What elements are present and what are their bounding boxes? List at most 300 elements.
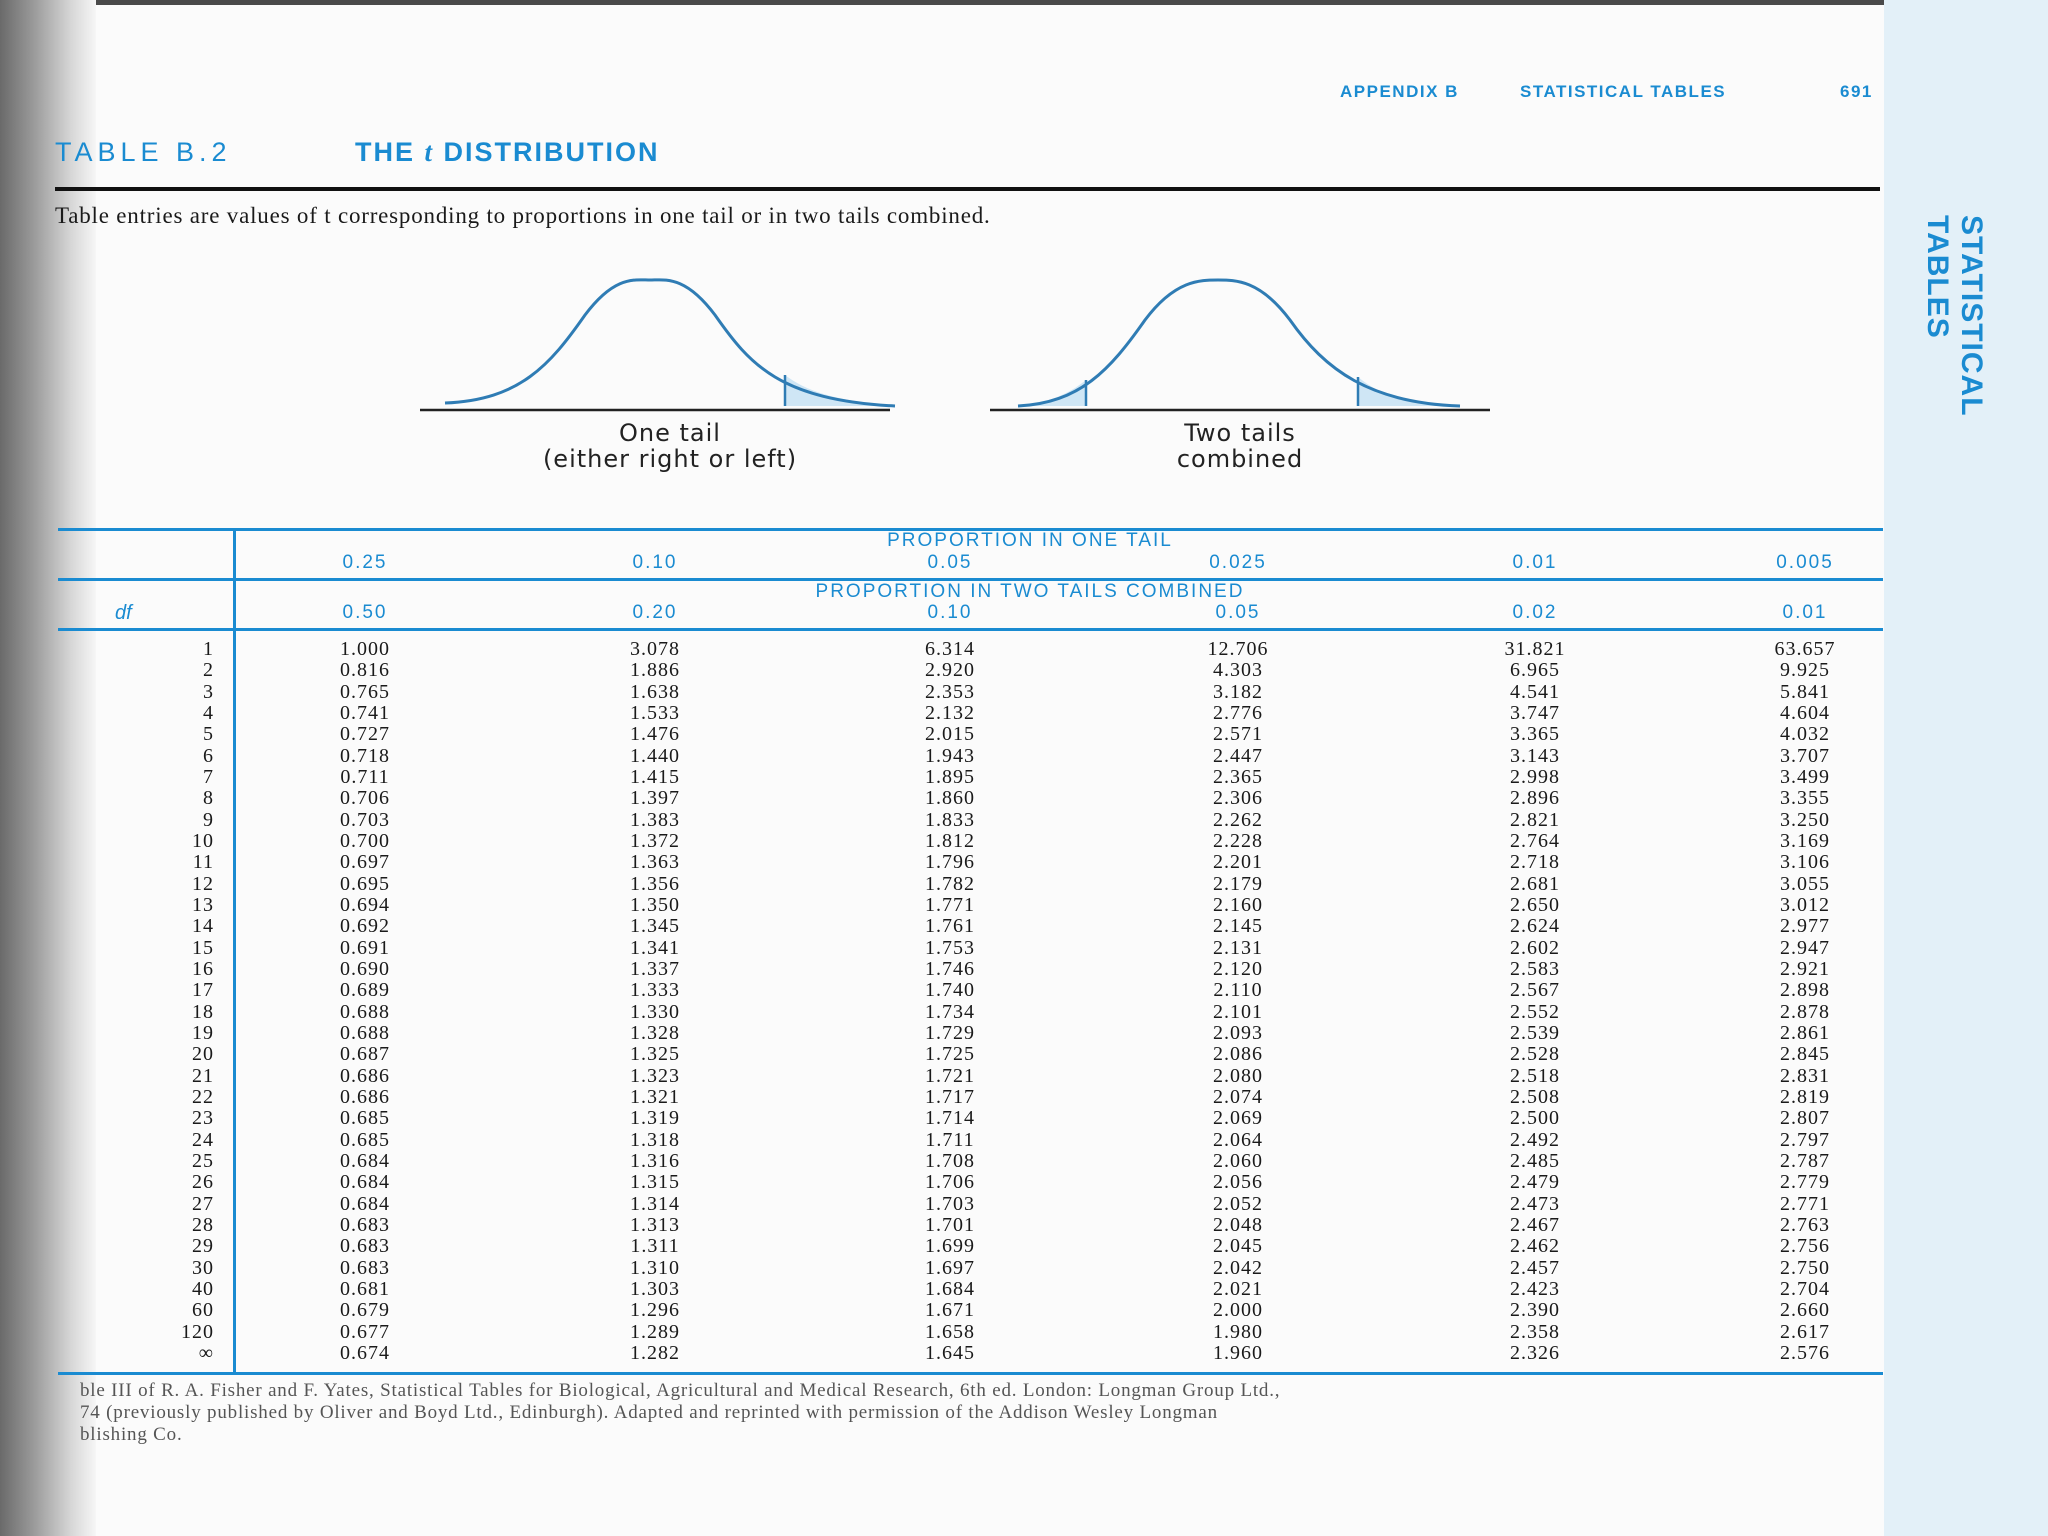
critical-value-cell: 1.645 bbox=[925, 1341, 975, 1364]
critical-value-cell: 2.086 bbox=[1213, 1043, 1263, 1066]
critical-value-cell: 1.746 bbox=[925, 957, 975, 980]
critical-value-cell: 0.677 bbox=[340, 1320, 390, 1343]
table-row bbox=[58, 1343, 1883, 1364]
critical-value-cell: 3.747 bbox=[1510, 701, 1560, 724]
table-row bbox=[58, 916, 1883, 937]
critical-value-cell: 3.169 bbox=[1780, 829, 1830, 852]
critical-value-cell: 2.552 bbox=[1510, 1000, 1560, 1023]
table-row bbox=[58, 1300, 1883, 1321]
running-head-appendix: APPENDIX B bbox=[1340, 82, 1459, 101]
critical-value-cell: 1.717 bbox=[925, 1085, 975, 1108]
critical-value-cell: 1.363 bbox=[630, 851, 680, 874]
df-cell: 14 bbox=[192, 915, 214, 938]
critical-value-cell: 2.787 bbox=[1780, 1149, 1830, 1172]
critical-value-cell: 2.776 bbox=[1213, 701, 1263, 724]
critical-value-cell: 1.350 bbox=[630, 893, 680, 916]
table-row bbox=[58, 959, 1883, 980]
source-footnote bbox=[80, 1380, 1800, 1446]
critical-value-cell: 2.779 bbox=[1780, 1171, 1830, 1194]
one-tail-proportion: 0.05 bbox=[927, 552, 973, 573]
df-cell: 20 bbox=[192, 1043, 214, 1066]
table-row bbox=[58, 1236, 1883, 1257]
critical-value-cell: 2.797 bbox=[1780, 1128, 1830, 1151]
critical-value-cell: 2.467 bbox=[1510, 1213, 1560, 1236]
critical-value-cell: 1.684 bbox=[925, 1277, 975, 1300]
table-row bbox=[58, 1002, 1883, 1023]
critical-value-cell: 1.316 bbox=[630, 1149, 680, 1172]
critical-value-cell: 0.692 bbox=[340, 915, 390, 938]
critical-value-cell: 2.457 bbox=[1510, 1256, 1560, 1279]
critical-value-cell: 1.782 bbox=[925, 872, 975, 895]
critical-value-cell: 0.688 bbox=[340, 1000, 390, 1023]
critical-value-cell: 2.160 bbox=[1213, 893, 1263, 916]
table-row bbox=[58, 1108, 1883, 1129]
critical-value-cell: 0.711 bbox=[340, 765, 390, 788]
critical-value-cell: 2.101 bbox=[1213, 1000, 1263, 1023]
critical-value-cell: 2.617 bbox=[1780, 1320, 1830, 1343]
critical-value-cell: 1.397 bbox=[630, 787, 680, 810]
two-tails-caption: Two tails combined bbox=[1176, 419, 1304, 473]
critical-value-cell: 1.314 bbox=[630, 1192, 680, 1215]
df-cell: 12 bbox=[192, 872, 214, 895]
one-tail-proportion: 0.25 bbox=[342, 552, 388, 573]
critical-value-cell: 2.718 bbox=[1510, 851, 1560, 874]
df-cell: 13 bbox=[192, 893, 214, 916]
table-row bbox=[58, 1258, 1883, 1279]
side-tab-label: STATISTICAL TABLES bbox=[1921, 215, 1988, 416]
critical-value-cell: 2.831 bbox=[1780, 1064, 1830, 1087]
critical-value-cell: 2.492 bbox=[1510, 1128, 1560, 1151]
critical-value-cell: 2.000 bbox=[1213, 1299, 1263, 1322]
df-header: df bbox=[115, 602, 132, 624]
critical-value-cell: 2.179 bbox=[1213, 872, 1263, 895]
critical-value-cell: 1.337 bbox=[630, 957, 680, 980]
two-tail-proportion: 0.20 bbox=[632, 602, 678, 623]
df-cell: 120 bbox=[181, 1320, 214, 1343]
critical-value-cell: 2.021 bbox=[1213, 1277, 1263, 1300]
critical-value-cell: 1.315 bbox=[630, 1171, 680, 1194]
critical-value-cell: 2.074 bbox=[1213, 1085, 1263, 1108]
critical-value-cell: 1.345 bbox=[630, 915, 680, 938]
critical-value-cell: 1.415 bbox=[630, 765, 680, 788]
one-tail-caption: One tail (either right or left) bbox=[542, 419, 798, 473]
table-intro: Table entries are values of t corresponding to proportions in one tail or in two tails combined. bbox=[55, 203, 991, 228]
table-row bbox=[58, 831, 1883, 852]
table-row bbox=[58, 767, 1883, 788]
critical-value-cell: 1.833 bbox=[925, 808, 975, 831]
critical-value-cell: 2.771 bbox=[1780, 1192, 1830, 1215]
critical-value-cell: 1.721 bbox=[925, 1064, 975, 1087]
critical-value-cell: 1.699 bbox=[925, 1235, 975, 1258]
critical-value-cell: 1.282 bbox=[630, 1341, 680, 1364]
critical-value-cell: 2.390 bbox=[1510, 1299, 1560, 1322]
critical-value-cell: 0.674 bbox=[340, 1341, 390, 1364]
top-edge bbox=[0, 0, 2048, 5]
df-cell: 30 bbox=[192, 1256, 214, 1279]
critical-value-cell: 2.660 bbox=[1780, 1299, 1830, 1322]
critical-value-cell: 0.697 bbox=[340, 851, 390, 874]
critical-value-cell: 2.093 bbox=[1213, 1021, 1263, 1044]
df-cell: 40 bbox=[192, 1277, 214, 1300]
critical-value-cell: 1.440 bbox=[630, 744, 680, 767]
tail-diagrams bbox=[410, 255, 1510, 425]
header-bottom-rule bbox=[58, 628, 1883, 631]
critical-value-cell: 2.750 bbox=[1780, 1256, 1830, 1279]
critical-value-cell: 0.765 bbox=[340, 680, 390, 703]
t-table-body bbox=[58, 639, 1883, 1364]
table-row bbox=[58, 980, 1883, 1001]
critical-value-cell: 2.807 bbox=[1780, 1107, 1830, 1130]
title-rule bbox=[55, 187, 1880, 191]
table-row bbox=[58, 1151, 1883, 1172]
critical-value-cell: 0.684 bbox=[340, 1171, 390, 1194]
df-cell: 6 bbox=[203, 744, 214, 767]
df-cell: 11 bbox=[192, 851, 214, 874]
critical-value-cell: 2.508 bbox=[1510, 1085, 1560, 1108]
df-cell: 5 bbox=[203, 723, 214, 746]
running-head bbox=[1340, 82, 1880, 108]
critical-value-cell: 1.714 bbox=[925, 1107, 975, 1130]
critical-value-cell: 12.706 bbox=[1207, 638, 1269, 660]
critical-value-cell: 0.700 bbox=[340, 829, 390, 852]
critical-value-cell: 0.690 bbox=[340, 957, 390, 980]
critical-value-cell: 2.131 bbox=[1213, 936, 1263, 959]
critical-value-cell: 0.681 bbox=[340, 1277, 390, 1300]
critical-value-cell: 1.761 bbox=[925, 915, 975, 938]
critical-value-cell: 1.311 bbox=[630, 1235, 680, 1258]
df-cell: 24 bbox=[192, 1128, 214, 1151]
critical-value-cell: 2.576 bbox=[1780, 1341, 1830, 1364]
df-cell: 3 bbox=[203, 680, 214, 703]
critical-value-cell: 3.143 bbox=[1510, 744, 1560, 767]
critical-value-cell: 2.998 bbox=[1510, 765, 1560, 788]
critical-value-cell: 2.326 bbox=[1510, 1341, 1560, 1364]
critical-value-cell: 2.145 bbox=[1213, 915, 1263, 938]
table-row bbox=[58, 1023, 1883, 1044]
critical-value-cell: 1.313 bbox=[630, 1213, 680, 1236]
table-row bbox=[58, 895, 1883, 916]
critical-value-cell: 2.845 bbox=[1780, 1043, 1830, 1066]
critical-value-cell: 1.658 bbox=[925, 1320, 975, 1343]
critical-value-cell: 1.318 bbox=[630, 1128, 680, 1151]
critical-value-cell: 1.325 bbox=[630, 1043, 680, 1066]
critical-value-cell: 2.571 bbox=[1213, 723, 1263, 746]
critical-value-cell: 0.741 bbox=[340, 701, 390, 724]
critical-value-cell: 2.821 bbox=[1510, 808, 1560, 831]
table-row bbox=[58, 874, 1883, 895]
table-row bbox=[58, 852, 1883, 873]
critical-value-cell: 1.319 bbox=[630, 1107, 680, 1130]
footnote-line: blishing Co. bbox=[80, 1424, 183, 1445]
critical-value-cell: 2.201 bbox=[1213, 851, 1263, 874]
critical-value-cell: 2.069 bbox=[1213, 1107, 1263, 1130]
critical-value-cell: 1.706 bbox=[925, 1171, 975, 1194]
table-row bbox=[58, 1044, 1883, 1065]
critical-value-cell: 0.687 bbox=[340, 1043, 390, 1066]
critical-value-cell: 3.707 bbox=[1780, 744, 1830, 767]
critical-value-cell: 1.328 bbox=[630, 1021, 680, 1044]
critical-value-cell: 4.032 bbox=[1780, 723, 1830, 746]
page-number: 691 bbox=[1840, 82, 1873, 101]
critical-value-cell: 1.703 bbox=[925, 1192, 975, 1215]
critical-value-cell: 1.356 bbox=[630, 872, 680, 895]
critical-value-cell: 2.500 bbox=[1510, 1107, 1560, 1130]
critical-value-cell: 1.895 bbox=[925, 765, 975, 788]
critical-value-cell: 3.365 bbox=[1510, 723, 1560, 746]
critical-value-cell: 2.756 bbox=[1780, 1235, 1830, 1258]
critical-value-cell: 2.423 bbox=[1510, 1277, 1560, 1300]
critical-value-cell: 1.734 bbox=[925, 1000, 975, 1023]
table-row bbox=[58, 1066, 1883, 1087]
df-cell: 10 bbox=[192, 829, 214, 852]
critical-value-cell: 0.689 bbox=[340, 979, 390, 1002]
critical-value-cell: 0.816 bbox=[340, 659, 390, 682]
footnote-line: 74 (previously published by Oliver and Boyd Ltd., Edinburgh). Adapted and reprinted with permission of the Addison Wesley Longman bbox=[80, 1402, 1218, 1423]
critical-value-cell: 3.012 bbox=[1780, 893, 1830, 916]
critical-value-cell: 0.694 bbox=[340, 893, 390, 916]
critical-value-cell: 3.055 bbox=[1780, 872, 1830, 895]
critical-value-cell: 1.886 bbox=[630, 659, 680, 682]
critical-value-cell: 2.015 bbox=[925, 723, 975, 746]
table-row bbox=[58, 1130, 1883, 1151]
critical-value-cell: 1.771 bbox=[925, 893, 975, 916]
table-row bbox=[58, 810, 1883, 831]
table-row bbox=[58, 724, 1883, 745]
critical-value-cell: 0.683 bbox=[340, 1235, 390, 1258]
df-cell: 2 bbox=[203, 659, 214, 682]
critical-value-cell: 2.064 bbox=[1213, 1128, 1263, 1151]
table-title bbox=[55, 137, 955, 173]
df-cell: 60 bbox=[192, 1299, 214, 1322]
critical-value-cell: 2.764 bbox=[1510, 829, 1560, 852]
df-cell: 19 bbox=[192, 1021, 214, 1044]
critical-value-cell: 1.321 bbox=[630, 1085, 680, 1108]
critical-value-cell: 2.878 bbox=[1780, 1000, 1830, 1023]
df-cell: 25 bbox=[192, 1149, 214, 1172]
critical-value-cell: 2.896 bbox=[1510, 787, 1560, 810]
table-row bbox=[58, 1215, 1883, 1236]
table-row bbox=[58, 1322, 1883, 1343]
critical-value-cell: 1.303 bbox=[630, 1277, 680, 1300]
critical-value-cell: 1.860 bbox=[925, 787, 975, 810]
critical-value-cell: 0.695 bbox=[340, 872, 390, 895]
table-row bbox=[58, 682, 1883, 703]
critical-value-cell: 1.980 bbox=[1213, 1320, 1263, 1343]
critical-value-cell: 2.080 bbox=[1213, 1064, 1263, 1087]
table-row bbox=[58, 703, 1883, 724]
two-tail-proportion: 0.01 bbox=[1782, 602, 1828, 623]
df-cell: 7 bbox=[203, 765, 214, 788]
df-cell: 26 bbox=[192, 1171, 214, 1194]
critical-value-cell: 1.323 bbox=[630, 1064, 680, 1087]
one-tail-header: PROPORTION IN ONE TAIL bbox=[887, 530, 1173, 551]
critical-value-cell: 4.541 bbox=[1510, 680, 1560, 703]
table-number: TABLE B.2 bbox=[55, 137, 232, 167]
critical-value-cell: 0.688 bbox=[340, 1021, 390, 1044]
two-tails-header: PROPORTION IN TWO TAILS COMBINED bbox=[815, 581, 1245, 602]
critical-value-cell: 2.539 bbox=[1510, 1021, 1560, 1044]
critical-value-cell: 3.182 bbox=[1213, 680, 1263, 703]
critical-value-cell: 2.650 bbox=[1510, 893, 1560, 916]
critical-value-cell: 1.289 bbox=[630, 1320, 680, 1343]
df-cell: 17 bbox=[192, 979, 214, 1002]
critical-value-cell: 2.567 bbox=[1510, 979, 1560, 1002]
critical-value-cell: 1.812 bbox=[925, 829, 975, 852]
df-cell: 15 bbox=[192, 936, 214, 959]
one-tail-proportion: 0.025 bbox=[1209, 552, 1267, 573]
critical-value-cell: 2.479 bbox=[1510, 1171, 1560, 1194]
critical-value-cell: 1.383 bbox=[630, 808, 680, 831]
table-row bbox=[58, 938, 1883, 959]
critical-value-cell: 2.358 bbox=[1510, 1320, 1560, 1343]
critical-value-cell: 2.110 bbox=[1213, 979, 1263, 1002]
critical-value-cell: 1.711 bbox=[925, 1128, 975, 1151]
critical-value-cell: 0.727 bbox=[340, 723, 390, 746]
critical-value-cell: 2.819 bbox=[1780, 1085, 1830, 1108]
critical-value-cell: 2.447 bbox=[1213, 744, 1263, 767]
critical-value-cell: 0.686 bbox=[340, 1064, 390, 1087]
df-cell: 28 bbox=[192, 1213, 214, 1236]
critical-value-cell: 1.333 bbox=[630, 979, 680, 1002]
critical-value-cell: 2.048 bbox=[1213, 1213, 1263, 1236]
critical-value-cell: 1.740 bbox=[925, 979, 975, 1002]
df-cell: 9 bbox=[203, 808, 214, 831]
critical-value-cell: 2.602 bbox=[1510, 936, 1560, 959]
footnote-line: ble III of R. A. Fisher and F. Yates, Statistical Tables for Biological, Agricultural and Medical Research, 6th ed. London: Longman Group Ltd., bbox=[80, 1380, 1281, 1401]
critical-value-cell: 0.706 bbox=[340, 787, 390, 810]
critical-value-cell: 2.528 bbox=[1510, 1043, 1560, 1066]
critical-value-cell: 63.657 bbox=[1774, 638, 1836, 660]
critical-value-cell: 2.473 bbox=[1510, 1192, 1560, 1215]
one-tail-curve bbox=[420, 280, 895, 410]
critical-value-cell: 6.314 bbox=[925, 638, 975, 660]
df-cell: 1 bbox=[203, 638, 214, 660]
critical-value-cell: 1.330 bbox=[630, 1000, 680, 1023]
critical-value-cell: 1.697 bbox=[925, 1256, 975, 1279]
two-tail-proportion: 0.50 bbox=[342, 602, 388, 623]
critical-value-cell: 2.060 bbox=[1213, 1149, 1263, 1172]
critical-value-cell: 5.841 bbox=[1780, 680, 1830, 703]
critical-value-cell: 2.704 bbox=[1780, 1277, 1830, 1300]
table-row bbox=[58, 746, 1883, 767]
critical-value-cell: 0.685 bbox=[340, 1107, 390, 1130]
table-row bbox=[58, 788, 1883, 809]
one-tail-proportion: 0.005 bbox=[1776, 552, 1834, 573]
table-row bbox=[58, 1194, 1883, 1215]
critical-value-cell: 2.262 bbox=[1213, 808, 1263, 831]
critical-value-cell: 0.684 bbox=[340, 1149, 390, 1172]
df-cell: ∞ bbox=[198, 1341, 214, 1364]
critical-value-cell: 2.624 bbox=[1510, 915, 1560, 938]
df-cell: 8 bbox=[203, 787, 214, 810]
critical-value-cell: 2.861 bbox=[1780, 1021, 1830, 1044]
two-tail-proportion: 0.10 bbox=[927, 602, 973, 623]
critical-value-cell: 1.960 bbox=[1213, 1341, 1263, 1364]
critical-value-cell: 0.684 bbox=[340, 1192, 390, 1215]
critical-value-cell: 2.485 bbox=[1510, 1149, 1560, 1172]
critical-value-cell: 2.462 bbox=[1510, 1235, 1560, 1258]
df-cell: 23 bbox=[192, 1107, 214, 1130]
critical-value-cell: 2.045 bbox=[1213, 1235, 1263, 1258]
critical-value-cell: 1.708 bbox=[925, 1149, 975, 1172]
critical-value-cell: 9.925 bbox=[1780, 659, 1830, 682]
table-bottom-rule bbox=[58, 1372, 1883, 1375]
critical-value-cell: 0.718 bbox=[340, 744, 390, 767]
critical-value-cell: 2.583 bbox=[1510, 957, 1560, 980]
critical-value-cell: 0.685 bbox=[340, 1128, 390, 1151]
two-tail-curve bbox=[990, 280, 1490, 410]
critical-value-cell: 2.921 bbox=[1780, 957, 1830, 980]
critical-value-cell: 0.683 bbox=[340, 1213, 390, 1236]
critical-value-cell: 1.296 bbox=[630, 1299, 680, 1322]
table-row bbox=[58, 1087, 1883, 1108]
critical-value-cell: 0.679 bbox=[340, 1299, 390, 1322]
critical-value-cell: 2.920 bbox=[925, 659, 975, 682]
critical-value-cell: 1.310 bbox=[630, 1256, 680, 1279]
df-cell: 18 bbox=[192, 1000, 214, 1023]
running-head-section: STATISTICAL TABLES bbox=[1520, 82, 1727, 101]
critical-value-cell: 1.725 bbox=[925, 1043, 975, 1066]
critical-value-cell: 2.353 bbox=[925, 680, 975, 703]
critical-value-cell: 3.106 bbox=[1780, 851, 1830, 874]
df-cell: 29 bbox=[192, 1235, 214, 1258]
critical-value-cell: 1.533 bbox=[630, 701, 680, 724]
table-row bbox=[58, 660, 1883, 681]
critical-value-cell: 0.691 bbox=[340, 936, 390, 959]
critical-value-cell: 1.943 bbox=[925, 744, 975, 767]
two-tail-proportion: 0.05 bbox=[1215, 602, 1261, 623]
table-row bbox=[58, 1172, 1883, 1193]
critical-value-cell: 2.042 bbox=[1213, 1256, 1263, 1279]
one-tail-proportion: 0.01 bbox=[1512, 552, 1558, 573]
critical-value-cell: 1.372 bbox=[630, 829, 680, 852]
critical-value-cell: 2.681 bbox=[1510, 872, 1560, 895]
critical-value-cell: 2.056 bbox=[1213, 1171, 1263, 1194]
critical-value-cell: 1.341 bbox=[630, 936, 680, 959]
critical-value-cell: 1.729 bbox=[925, 1021, 975, 1044]
df-cell: 16 bbox=[192, 957, 214, 980]
critical-value-cell: 4.303 bbox=[1213, 659, 1263, 682]
critical-value-cell: 2.898 bbox=[1780, 979, 1830, 1002]
critical-value-cell: 0.683 bbox=[340, 1256, 390, 1279]
critical-value-cell: 3.250 bbox=[1780, 808, 1830, 831]
critical-value-cell: 1.753 bbox=[925, 936, 975, 959]
df-cell: 4 bbox=[203, 701, 214, 724]
critical-value-cell: 0.686 bbox=[340, 1085, 390, 1108]
critical-value-cell: 2.365 bbox=[1213, 765, 1263, 788]
critical-value-cell: 4.604 bbox=[1780, 701, 1830, 724]
critical-value-cell: 1.638 bbox=[630, 680, 680, 703]
critical-value-cell: 2.228 bbox=[1213, 829, 1263, 852]
critical-value-cell: 2.763 bbox=[1780, 1213, 1830, 1236]
table-row bbox=[58, 1279, 1883, 1300]
critical-value-cell: 1.796 bbox=[925, 851, 975, 874]
two-tail-proportion: 0.02 bbox=[1512, 602, 1558, 623]
critical-value-cell: 2.306 bbox=[1213, 787, 1263, 810]
one-tail-proportion: 0.10 bbox=[632, 552, 678, 573]
critical-value-cell: 2.120 bbox=[1213, 957, 1263, 980]
critical-value-cell: 2.947 bbox=[1780, 936, 1830, 959]
critical-value-cell: 3.078 bbox=[630, 638, 680, 660]
df-cell: 27 bbox=[192, 1192, 214, 1215]
table-name: THE t DISTRIBUTION bbox=[355, 137, 660, 167]
critical-value-cell: 2.977 bbox=[1780, 915, 1830, 938]
critical-value-cell: 3.499 bbox=[1780, 765, 1830, 788]
critical-value-cell: 0.703 bbox=[340, 808, 390, 831]
critical-value-cell: 1.476 bbox=[630, 723, 680, 746]
critical-value-cell: 6.965 bbox=[1510, 659, 1560, 682]
critical-value-cell: 3.355 bbox=[1780, 787, 1830, 810]
